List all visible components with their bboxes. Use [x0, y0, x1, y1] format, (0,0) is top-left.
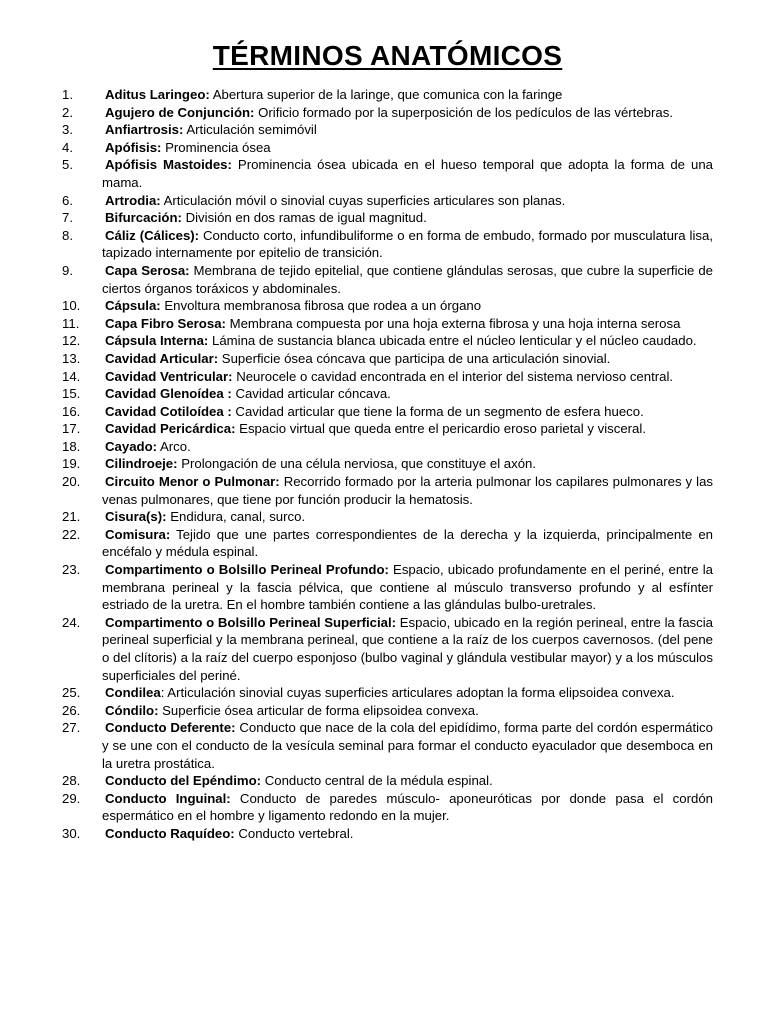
- term-definition: Conducto vertebral.: [234, 825, 354, 841]
- term-name: Cavidad Ventricular:: [105, 368, 233, 384]
- term-item: [62, 508, 713, 526]
- term-definition: Espacio virtual que queda entre el pericardio eroso parietal y visceral.: [235, 421, 646, 437]
- term-name: Cáliz (Cálices):: [105, 227, 200, 243]
- item-number: 19.: [62, 456, 81, 472]
- term-item: [62, 209, 713, 227]
- term-name: Conducto Inguinal:: [105, 790, 231, 806]
- item-body: [102, 790, 713, 825]
- term-definition: Articulación semimóvil: [183, 122, 317, 138]
- term-item: [62, 561, 713, 614]
- term-name: Compartimento o Bolsillo Perineal Profundo:: [105, 562, 389, 578]
- term-item: [62, 702, 713, 720]
- term-name: Apófisis:: [105, 139, 162, 155]
- item-number: 22.: [62, 526, 81, 542]
- item-body: [102, 315, 713, 333]
- term-name: Cavidad Articular:: [105, 350, 219, 366]
- item-body: [102, 455, 713, 473]
- item-body: [102, 385, 713, 403]
- item-body: [102, 825, 713, 843]
- term-definition: Espacio, ubicado profundamente en el periné, entre la membrana perineal y la fascia pélvica, que contiene al músculo transverso profundo y al esfínter estriado de la uretra. En el hombre también contiene a las glándulas bulbo-uretrales.: [102, 562, 713, 613]
- item-number: 2.: [62, 104, 73, 120]
- item-body: [102, 332, 713, 350]
- item-body: [102, 438, 713, 456]
- term-item: [62, 790, 713, 825]
- term-item: [62, 455, 713, 473]
- item-number: 17.: [62, 421, 81, 437]
- item-number: 25.: [62, 685, 81, 701]
- item-number: 4.: [62, 139, 73, 155]
- item-body: [102, 702, 713, 720]
- term-definition: Superficie ósea articular de forma elipsoidea convexa.: [158, 702, 479, 718]
- term-item: [62, 315, 713, 333]
- term-name: Anfiartrosis:: [105, 122, 184, 138]
- term-definition: Tejido que une partes correspondientes de la derecha y la izquierda, principalmente en encéfalo y médula espinal.: [102, 526, 713, 560]
- term-definition: Arco.: [157, 438, 191, 454]
- item-number: 9.: [62, 262, 73, 278]
- page-title: TÉRMINOS ANATÓMICOS: [212, 40, 563, 71]
- term-name: Cápsula:: [105, 298, 161, 314]
- item-body: [102, 86, 713, 104]
- term-definition: Conducto central de la médula espinal.: [261, 773, 493, 789]
- term-item: [62, 614, 713, 684]
- item-number: 27.: [62, 720, 81, 736]
- item-number: 3.: [62, 122, 73, 138]
- item-number: 30.: [62, 825, 81, 841]
- term-name: Cóndilo:: [105, 702, 159, 718]
- term-item: [62, 104, 713, 122]
- term-definition: División en dos ramas de igual magnitud.: [181, 210, 427, 226]
- item-body: [102, 192, 713, 210]
- item-number: 5.: [62, 157, 73, 173]
- term-name: Cayado:: [105, 438, 158, 454]
- item-number: 29.: [62, 790, 81, 806]
- term-name: Conducto Deferente:: [105, 720, 236, 736]
- term-definition: Cavidad articular que tiene la forma de un segmento de esfera hueco.: [231, 403, 644, 419]
- item-number: 18.: [62, 438, 81, 454]
- item-number: 8.: [62, 227, 73, 243]
- item-number: 13.: [62, 350, 81, 366]
- item-body: [102, 350, 713, 368]
- term-item: [62, 473, 713, 508]
- term-definition: : Articulación sinovial cuyas superficies articulares adoptan la forma elipsoidea convexa.: [160, 685, 675, 701]
- term-name: Condilea: [105, 685, 161, 701]
- item-number: 14.: [62, 368, 81, 384]
- term-item: [62, 332, 713, 350]
- item-body: [102, 403, 713, 421]
- item-number: 10.: [62, 298, 81, 314]
- term-name: Comisura:: [105, 526, 171, 542]
- term-name: Capa Serosa:: [105, 262, 190, 278]
- term-name: Cavidad Cotiloídea :: [105, 403, 232, 419]
- item-number: 7.: [62, 210, 73, 226]
- term-definition: Prominencia ósea: [161, 139, 271, 155]
- item-number: 1.: [62, 87, 73, 102]
- term-definition: Abertura superior de la laringe, que comunica con la faringe: [209, 87, 563, 102]
- item-body: [102, 420, 713, 438]
- term-name: Cavidad Pericárdica:: [105, 421, 236, 437]
- term-definition: Superficie ósea cóncava que participa de una articulación sinovial.: [218, 350, 611, 366]
- term-definition: Orificio formado por la superposición de los pedículos de las vértebras.: [254, 104, 674, 120]
- term-item: [62, 719, 713, 772]
- term-item: [62, 227, 713, 262]
- term-name: Apófisis Mastoides:: [105, 157, 232, 173]
- term-definition: Neurocele o cavidad encontrada en el interior del sistema nervioso central.: [232, 368, 674, 384]
- item-number: 26.: [62, 702, 81, 718]
- term-item: [62, 262, 713, 297]
- term-definition: Articulación móvil o sinovial cuyas superficies articulares son planas.: [160, 192, 566, 208]
- term-item: [62, 526, 713, 561]
- item-number: 21.: [62, 509, 81, 525]
- term-item: [62, 297, 713, 315]
- term-name: Conducto del Epéndimo:: [105, 773, 262, 789]
- term-item: [62, 121, 713, 139]
- term-definition: Membrana de tejido epitelial, que contiene glándulas serosas, que cubre la superficie de ciertos órganos toráxicos y abdominales.: [102, 262, 713, 296]
- term-name: Artrodia:: [105, 192, 161, 208]
- term-name: Cápsula Interna:: [105, 333, 209, 349]
- item-number: 15.: [62, 386, 81, 402]
- term-definition: Prominencia ósea ubicada en el hueso temporal que adopta la forma de una mama.: [102, 157, 714, 190]
- item-body: [102, 684, 713, 702]
- term-definition: Envoltura membranosa fibrosa que rodea a un órgano: [160, 298, 482, 314]
- item-body: [102, 561, 713, 614]
- term-item: [62, 825, 713, 843]
- item-body: [102, 772, 713, 790]
- item-number: 24.: [62, 614, 81, 630]
- item-body: [102, 719, 713, 772]
- item-body: [102, 104, 713, 122]
- term-name: Circuito Menor o Pulmonar:: [105, 474, 280, 490]
- term-item: [62, 438, 713, 456]
- item-body: [102, 121, 713, 139]
- term-name: Cilindroeje:: [105, 456, 178, 472]
- item-body: [102, 156, 713, 191]
- term-name: Capa Fibro Serosa:: [105, 315, 226, 331]
- term-item: [62, 192, 713, 210]
- term-name: Compartimento o Bolsillo Perineal Superficial:: [105, 614, 397, 630]
- item-number: 12.: [62, 333, 81, 349]
- term-name: Agujero de Conjunción:: [105, 104, 255, 120]
- item-body: [102, 526, 713, 561]
- term-definition: Conducto de paredes músculo- aponeuróticas por donde pasa el cordón espermático en el hombre y ligamento redondo en la mujer.: [102, 790, 713, 824]
- term-definition: Cavidad articular cóncava.: [231, 386, 391, 402]
- term-name: Bifurcación:: [105, 210, 182, 226]
- item-body: [102, 297, 713, 315]
- term-item: [62, 139, 713, 157]
- item-body: [102, 473, 713, 508]
- item-number: 28.: [62, 773, 81, 789]
- term-definition: Recorrido formado por la arteria pulmonar los capilares pulmonares y las venas pulmonares, que tiene por función producir la hematosis.: [102, 474, 714, 507]
- term-definition: Espacio, ubicado en la región perineal, entre la fascia perineal superficial y la membrana perineal, que contiene a la raíz de los cuerpos cavernosos. (del pene o del clítoris) a la raíz del cuerpo esponjoso (bulbo vaginal y glándula vestibular mayor) y a los músculos superficiales del periné.: [102, 614, 713, 683]
- term-definition: Endidura, canal, surco.: [166, 509, 306, 525]
- term-name: Cavidad Glenoídea :: [105, 386, 232, 402]
- term-item: [62, 86, 713, 104]
- term-name: Cisura(s):: [105, 509, 167, 525]
- term-item: [62, 156, 713, 191]
- terms-list: [62, 86, 713, 843]
- term-item: [62, 684, 713, 702]
- term-definition: Conducto que nace de la cola del epidídimo, forma parte del cordón espermático y se une con el conducto de la vesícula seminal para formar el conducto eyaculador que desemboca en la uretra prostática.: [102, 720, 713, 771]
- term-item: [62, 403, 713, 421]
- item-body: [102, 508, 713, 526]
- term-item: [62, 368, 713, 386]
- item-number: 20.: [62, 474, 81, 490]
- term-definition: Membrana compuesta por una hoja externa fibrosa y una hoja interna serosa: [225, 315, 681, 331]
- term-item: [62, 350, 713, 368]
- item-body: [102, 139, 713, 157]
- term-definition: Lámina de sustancia blanca ubicada entre el núcleo lenticular y el núcleo caudado.: [208, 333, 697, 349]
- term-definition: Conducto corto, infundibuliforme o en forma de embudo, formado por musculatura lisa, tapizado internamente por epitelio de transición.: [102, 227, 713, 261]
- item-body: [102, 262, 713, 297]
- item-number: 6.: [62, 192, 73, 208]
- term-definition: Prolongación de una célula nerviosa, que constituye el axón.: [177, 456, 537, 472]
- item-body: [102, 368, 713, 386]
- term-name: Aditus Laringeo:: [105, 87, 210, 102]
- item-number: 16.: [62, 403, 81, 419]
- term-item: [62, 420, 713, 438]
- item-body: [102, 614, 713, 684]
- item-body: [102, 227, 713, 262]
- term-item: [62, 385, 713, 403]
- item-body: [102, 209, 713, 227]
- item-number: 23.: [62, 562, 81, 578]
- term-name: Conducto Raquídeo:: [105, 825, 235, 841]
- term-item: [62, 772, 713, 790]
- item-number: 11.: [62, 315, 80, 331]
